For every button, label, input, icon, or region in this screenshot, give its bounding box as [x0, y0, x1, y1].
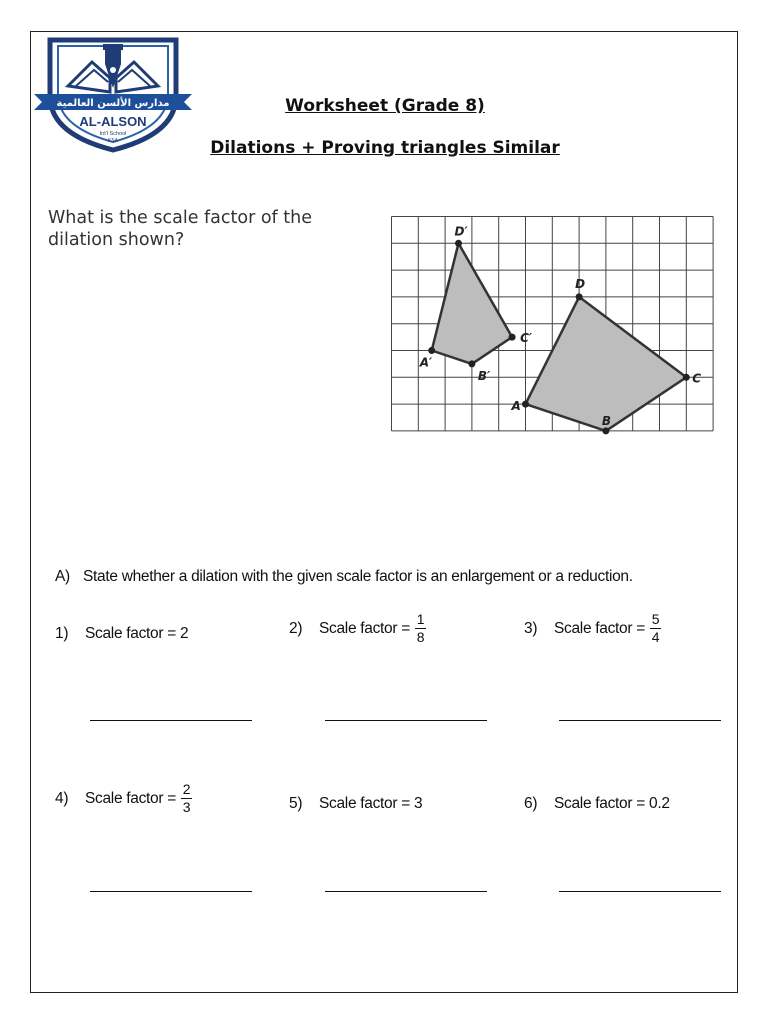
answer-line-4[interactable]: [90, 891, 252, 892]
page-border: [30, 31, 738, 993]
vertex-label: D: [575, 276, 586, 291]
answer-line-3[interactable]: [559, 720, 721, 721]
answer-line-1[interactable]: [90, 720, 252, 721]
item-label: Scale factor = 3: [319, 795, 423, 812]
fraction: [415, 612, 426, 645]
item-4: [55, 782, 192, 815]
vertex-point: [509, 334, 516, 341]
logo-country: KSA: [107, 138, 119, 144]
fraction: [650, 612, 661, 645]
item-number: 5): [289, 795, 303, 812]
section-instruction-text: State whether a dilation with the given scale factor is an enlargement or a reduction.: [83, 568, 633, 585]
section-letter: A): [55, 568, 70, 585]
item-2: [289, 612, 426, 645]
vertex-label: B′: [477, 368, 491, 383]
vertex-point: [522, 401, 529, 408]
vertex-label: A′: [419, 355, 433, 370]
item-1: [55, 625, 188, 643]
vertex-point: [468, 360, 475, 367]
dilation-figure: [390, 215, 715, 441]
image-quadrilateral: [526, 297, 687, 431]
vertex-point: [455, 240, 462, 247]
item-number: 2): [289, 619, 303, 637]
worksheet-title: Worksheet (Grade 8): [285, 96, 485, 116]
question-text: What is the scale factor of the dilation shown?: [48, 208, 313, 250]
fraction-denominator: 4: [651, 629, 660, 645]
fraction-denominator: 8: [416, 629, 425, 645]
fraction-numerator: 2: [182, 781, 191, 797]
answer-line-6[interactable]: [559, 891, 721, 892]
item-label: Scale factor =: [319, 619, 411, 637]
answer-line-2[interactable]: [325, 720, 487, 721]
vertex-label: B: [601, 413, 612, 428]
vertex-label: C′: [520, 331, 533, 346]
item-number: 4): [55, 789, 69, 807]
worksheet-subtitle: Dilations + Proving triangles Similar: [210, 138, 560, 158]
item-6: [524, 795, 670, 813]
school-logo: [32, 34, 194, 154]
vertex-label: C: [692, 371, 702, 386]
item-number: 1): [55, 625, 69, 642]
fraction: [181, 782, 192, 815]
vertex-point: [576, 293, 583, 300]
item-number: 6): [524, 795, 538, 812]
fraction-denominator: 3: [182, 799, 191, 815]
vertex-label: A: [511, 399, 521, 414]
vertex-point: [428, 347, 435, 354]
item-label: Scale factor =: [554, 619, 646, 637]
vertex-point: [602, 427, 609, 434]
vertex-point: [683, 374, 690, 381]
item-label: Scale factor =: [85, 789, 177, 807]
logo-name: AL-ALSON: [79, 114, 147, 129]
logo-tagline: Int'l School: [99, 131, 127, 137]
item-label: Scale factor = 2: [85, 625, 189, 642]
section-a-instruction: [55, 568, 633, 586]
item-3: [524, 612, 661, 645]
item-number: 3): [524, 619, 538, 637]
item-5: [289, 795, 422, 813]
vertex-label: D′: [454, 224, 468, 239]
item-label: Scale factor = 0.2: [554, 795, 670, 812]
answer-line-5[interactable]: [325, 891, 487, 892]
fraction-numerator: 1: [416, 611, 425, 627]
logo-arabic-text: مدارس الألسن العالمية: [56, 98, 170, 109]
fraction-numerator: 5: [651, 611, 660, 627]
